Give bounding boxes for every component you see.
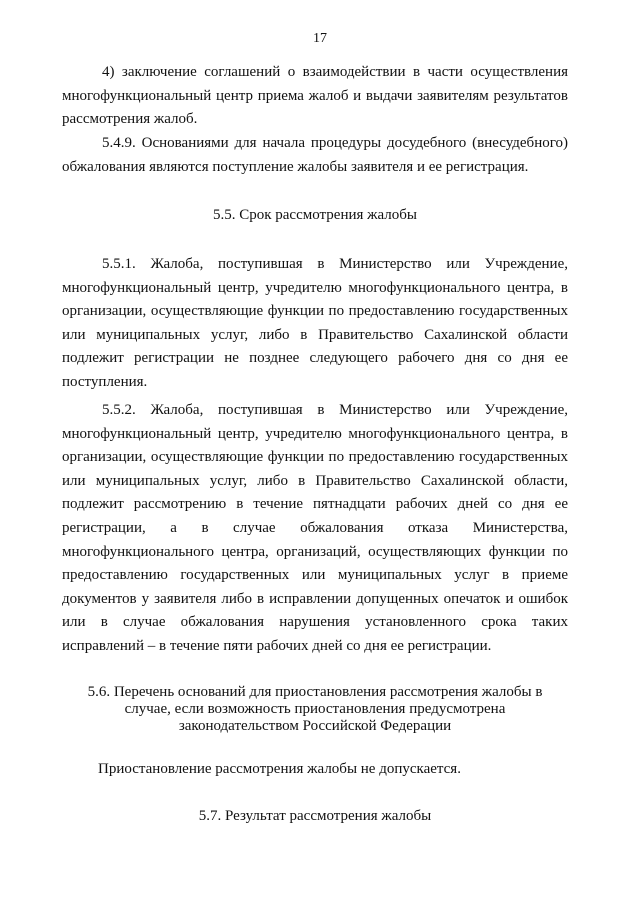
- section-heading-5-6-line-2: случае, если возможность приостановления предусмотрена: [124, 701, 506, 717]
- paragraph-suspension: Приостановление рассмотрения жалобы не допускается.: [98, 761, 461, 777]
- paragraph-5-5-1: 5.5.1. Жалоба, поступившая в Министерство или Учреждение, многофункциональный центр, учредителю многофункционального центра, в организации, осуществляющие функции по предоставлению государственных или муниципальных услуг, либо в Правительство Сахалинской области подлежит регистрации не позднее следующего рабочего дня со дня ее поступления.: [62, 256, 568, 390]
- section-heading-5-6-line-1: 5.6. Перечень оснований для приостановления рассмотрения жалобы в: [87, 684, 543, 700]
- section-heading-5-7: 5.7. Результат рассмотрения жалобы: [198, 808, 432, 824]
- paragraph-5-4-9: 5.4.9. Основаниями для начала процедуры досудебного (внесудебного) обжалования являются поступление жалобы заявителя и ее регистрация.: [62, 135, 568, 175]
- section-heading-5-6-line-3: законодательством Российской Федерации: [178, 718, 452, 734]
- paragraph-5-5-2: 5.5.2. Жалоба, поступившая в Министерство или Учреждение, многофункциональный центр, учредителю многофункционального центра, в организации, осуществляющие функции по предоставлению государственных или муниципальных услуг, либо в Правительство Сахалинской области, подлежит рассмотрению в течение пятнадцати рабочих дней со дня ее регистрации, а в случае обжалования отказа Министерства, многофункционального центра, организаций, осуществляющих функции по предоставлению государственных или муниципальных услуг в приеме документов у заявителя либо в исправлении допущенных опечаток и ошибок или в случае обжалования нарушения установленного срока таких исправлений – в течение пяти рабочих дней со дня ее регистрации.: [62, 402, 568, 654]
- page-number: 17: [313, 31, 327, 46]
- section-heading-5-6: [62, 684, 568, 735]
- paragraph-item-4: 4) заключение соглашений о взаимодействии в части осуществления многофункциональный центр приема жалоб и выдачи заявителям результатов рассмотрения жалоб.: [62, 64, 568, 128]
- section-heading-5-5: 5.5. Срок рассмотрения жалобы: [212, 207, 417, 223]
